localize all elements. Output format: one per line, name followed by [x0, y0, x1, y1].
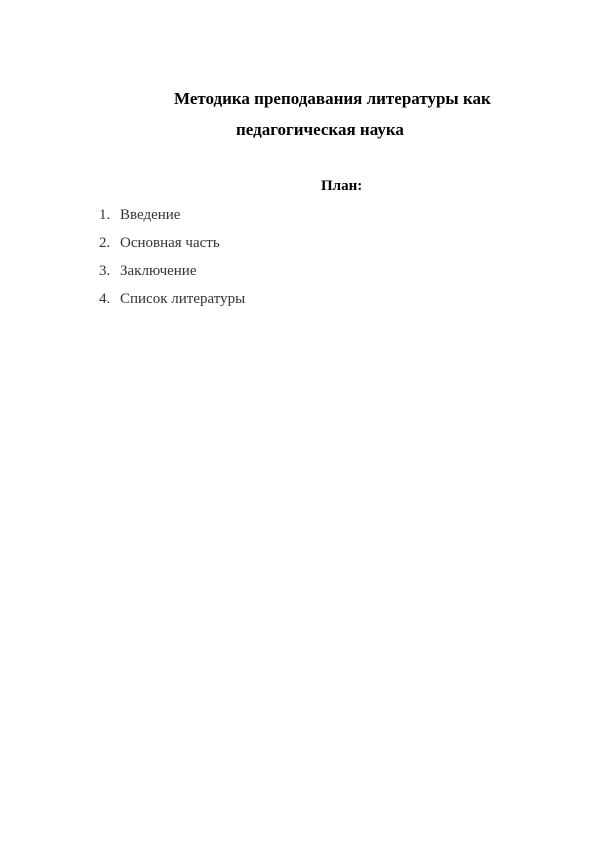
plan-heading: План: — [321, 178, 363, 194]
plan-item-number: 2. — [99, 235, 111, 251]
plan-item-number: 3. — [99, 263, 111, 279]
plan-item — [99, 233, 245, 261]
plan-item-text: Заключение — [120, 263, 197, 279]
plan-item-text: Основная часть — [120, 235, 220, 251]
plan-item-text: Введение — [120, 207, 181, 223]
plan-item-number: 4. — [99, 291, 111, 307]
plan-item — [99, 289, 245, 317]
plan-item-text: Список литературы — [120, 291, 246, 307]
document-title-line-1: Методика преподавания литературы как — [174, 89, 491, 108]
plan-item — [99, 205, 245, 233]
plan-list — [99, 205, 245, 317]
plan-item-number: 1. — [99, 207, 111, 223]
document-title-line-2: педагогическая наука — [236, 120, 404, 139]
plan-item — [99, 261, 245, 289]
